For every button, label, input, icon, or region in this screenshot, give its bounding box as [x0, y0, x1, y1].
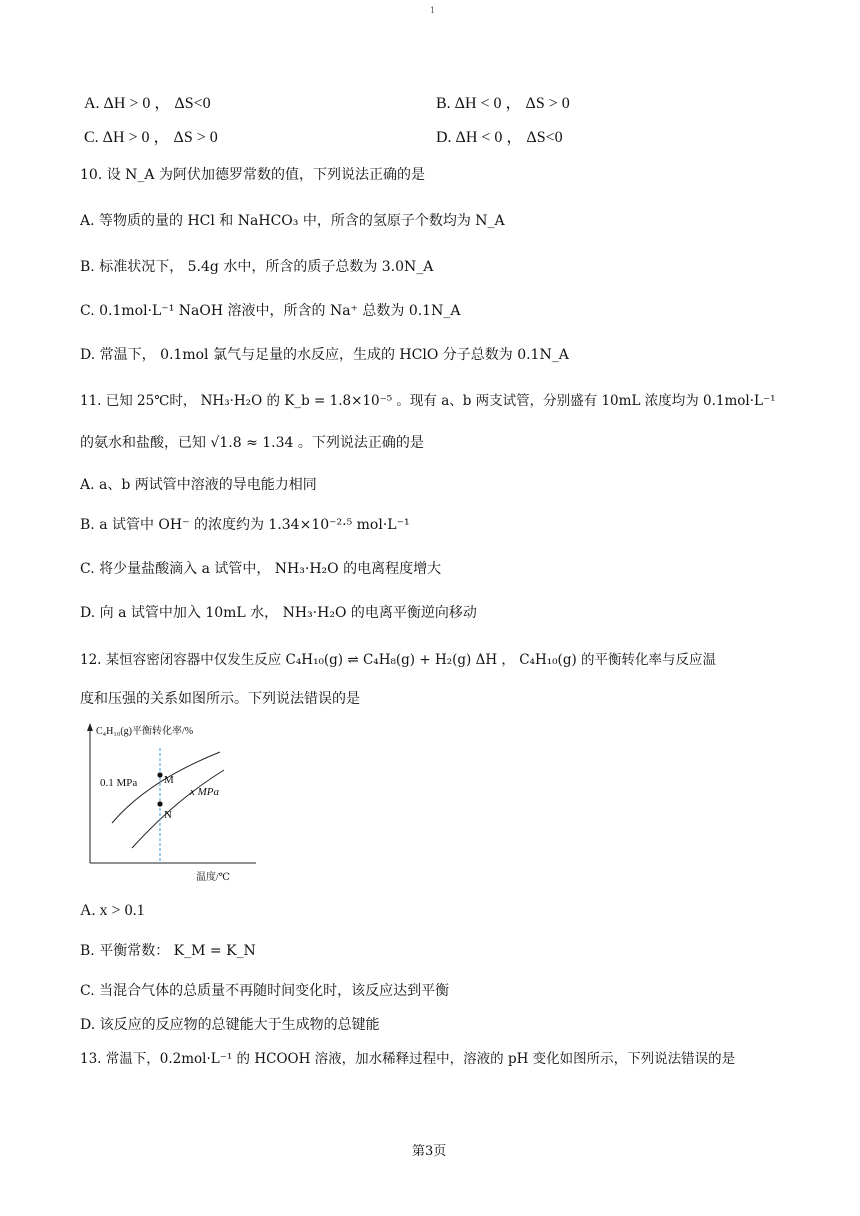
page-mark: 1: [430, 6, 436, 15]
q13-stem: 13. 常温下，0.2mol·L⁻¹ 的 HCOOH 溶液，加水稀释过程中，溶液的 pH 变化如图所示，下列说法错误的是: [80, 1051, 736, 1067]
q9-option-a: A. ΔH > 0 ， ΔS<0: [84, 95, 211, 112]
q12-chart: [80, 718, 260, 888]
q11-stem-line2: 的氨水和盐酸，已知 √1.8 ≈ 1.34 。下列说法正确的是: [80, 435, 424, 451]
chart-xlabel: 温度/℃: [196, 872, 230, 883]
chart-ylabel: C₄H₁₀(g)平衡转化率/%: [96, 726, 194, 737]
series-label-0.1mpa: 0.1 MPa: [100, 777, 138, 789]
series-label-x-mpa: x MPa: [190, 786, 220, 798]
q11-option-c: C. 将少量盐酸滴入 a 试管中， NH₃·H₂O 的电离程度增大: [80, 561, 442, 577]
q9-option-b: B. ΔH < 0 ， ΔS > 0: [436, 95, 570, 112]
q12-stem-line1: 12. 某恒容密闭容器中仅发生反应 C₄H₁₀(g) ⇌ C₄H₈(g) + H₂(g) ΔH ， C₄H₁₀(g) 的平衡转化率与反应温: [80, 652, 717, 668]
chart-y-arrow: [87, 723, 93, 731]
q11-option-b: B. a 试管中 OH⁻ 的浓度约为 1.34×10⁻²·⁵ mol·L⁻¹: [80, 517, 410, 533]
q11-option-d: D. 向 a 试管中加入 10mL 水， NH₃·H₂O 的电离平衡逆向移动: [80, 605, 477, 621]
point-label-n: N: [164, 809, 172, 821]
q12-option-a: A. x > 0.1: [80, 902, 145, 919]
q12-option-c: C. 当混合气体的总质量不再随时间变化时，该反应达到平衡: [80, 983, 450, 999]
q10-option-a: A. 等物质的量的 HCl 和 NaHCO₃ 中，所含的氢原子个数均为 N_A: [80, 213, 505, 229]
point-n: [157, 801, 162, 806]
q10-option-c: C. 0.1mol·L⁻¹ NaOH 溶液中，所含的 Na⁺ 总数为 0.1N_A: [80, 303, 461, 319]
point-m: [157, 772, 162, 777]
q11-option-a: A. a、b 两试管中溶液的导电能力相同: [80, 477, 317, 493]
series-line-x-mpa: [132, 770, 224, 848]
q10-stem: 10. 设 N_A 为阿伏加德罗常数的值，下列说法正确的是: [80, 167, 425, 183]
q10-option-b: B. 标准状况下， 5.4g 水中，所含的质子总数为 3.0N_A: [80, 259, 434, 275]
q10-option-d: D. 常温下， 0.1mol 氯气与足量的水反应，生成的 HClO 分子总数为 0.1N_A: [80, 347, 569, 363]
q11-stem-line1: 11. 已知 25℃时， NH₃·H₂O 的 K_b = 1.8×10⁻⁵ 。现有 a、b 两支试管，分别盛有 10mL 浓度均为 0.1mol·L⁻¹: [80, 393, 776, 409]
q12-option-d: D. 该反应的反应物的总键能大于生成物的总键能: [80, 1017, 380, 1033]
point-label-m: M: [164, 774, 174, 786]
page-number: 第3页: [412, 1144, 447, 1159]
q9-option-d: D. ΔH < 0 ， ΔS<0: [436, 129, 563, 146]
q12-stem-line2: 度和压强的关系如图所示。下列说法错误的是: [80, 691, 360, 707]
q9-option-c: C. ΔH > 0 ， ΔS > 0: [84, 129, 218, 146]
q12-option-b: B. 平衡常数： K_M = K_N: [80, 943, 256, 959]
